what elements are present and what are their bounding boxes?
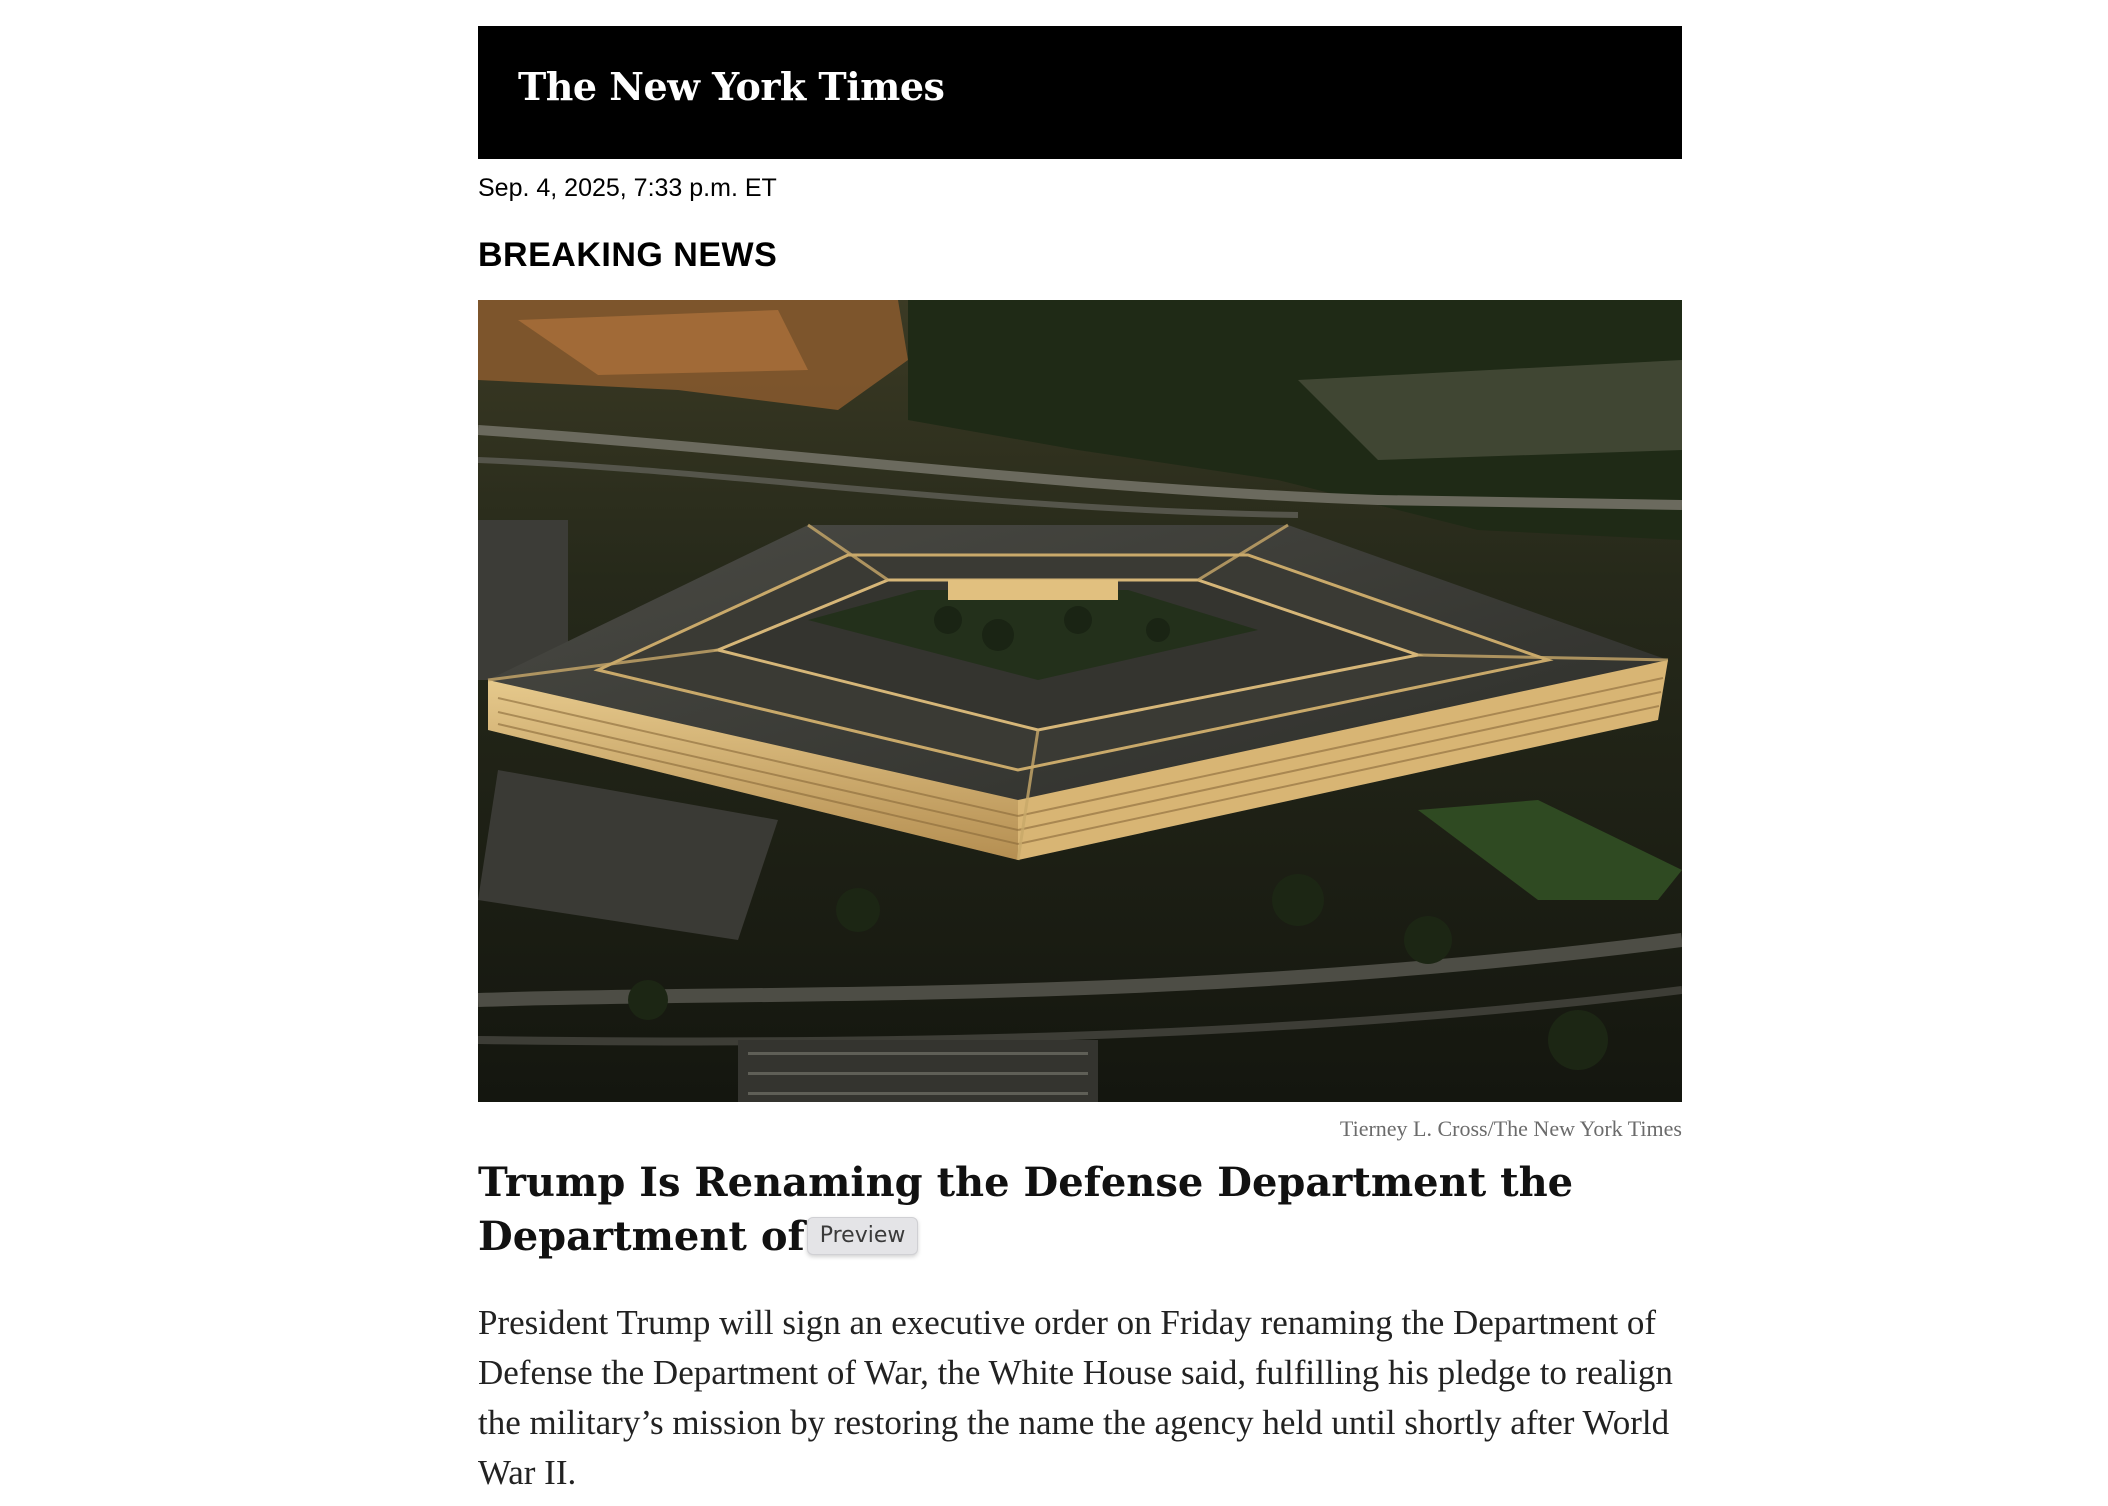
article-headline[interactable] (478, 1156, 1628, 1264)
dateline: Sep. 4, 2025, 7:33 p.m. ET (478, 174, 777, 202)
breaking-news-label: BREAKING NEWS (478, 236, 778, 274)
headline-text[interactable]: Trump Is Renaming the Defense Department the Department of (478, 1159, 1574, 1261)
pentagon-aerial-image (478, 300, 1682, 1102)
article-photo[interactable] (478, 300, 1682, 1102)
photo-credit: Tierney L. Cross/The New York Times (1339, 1116, 1682, 1142)
email-column (478, 26, 1682, 1498)
masthead (478, 26, 1682, 159)
preview-button[interactable]: Preview (807, 1217, 919, 1255)
nyt-logo[interactable]: The New York Times (518, 64, 945, 109)
article-summary: President Trump will sign an executive order on Friday renaming the Department of Defense the Department of War, the White House said, fulfilling his pledge to realign the military’s mission by restoring the name the agency held until shortly after World War II. (478, 1303, 1673, 1493)
